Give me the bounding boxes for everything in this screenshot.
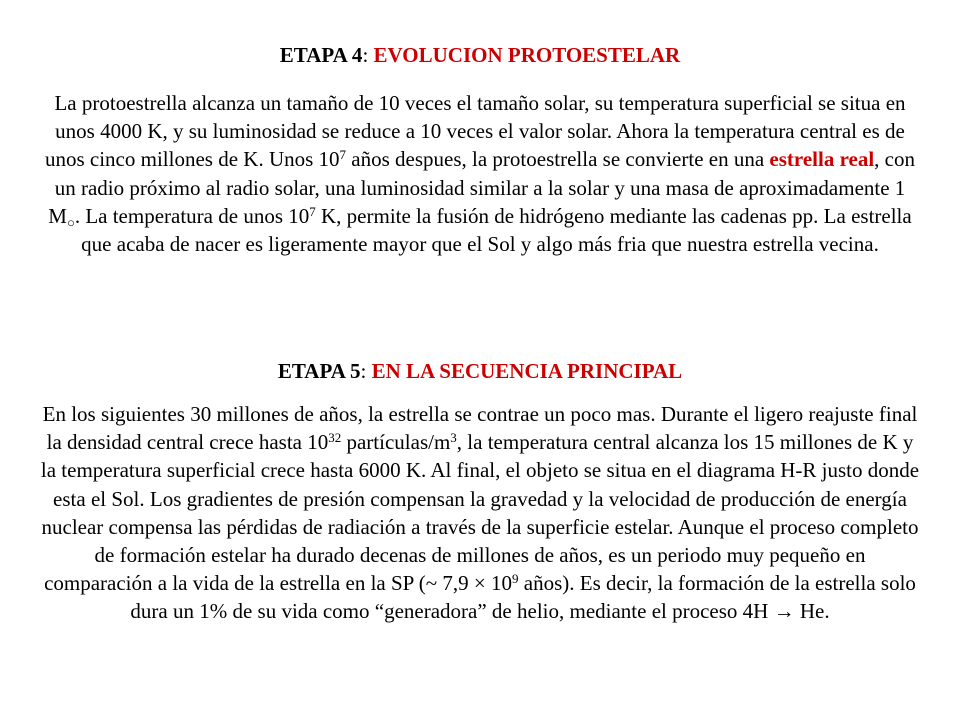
stage4-text-2: años despues, la protoestrella se convierte en una [346, 147, 770, 172]
stage4-heading [40, 42, 920, 68]
stage5-text-3: , la temperatura central alcanza los 15 millones de K y la temperatura superficial crece hasta 6000 K. Al final, el objeto se situa en el diagrama H-R justo donde esta el Sol. Los gradientes de presión compensan la gravedad y la velocidad de producción de energía nuclear compensa las pérdidas de radiación a través de la superficie estelar. Aunque el proceso completo de formación estelar ha durado decenas de millones de años, es un periodo muy pequeño en comparación a la vida de la estrella en la SP (~ 7,9 × 10 [40, 430, 920, 596]
stage5-section [40, 358, 920, 626]
stage4-text-3: , con un radio próximo al radio solar, una luminosidad similar a la solar y una masa de aproximadamente 1 M [48, 147, 915, 228]
stage4-separator: : [362, 43, 369, 67]
stage5-separator: : [360, 359, 367, 383]
stage4-text-4: . La temperatura de unos 10 [74, 203, 310, 228]
stage5-text-1: En los siguientes 30 millones de años, la estrella se contrae un poco mas. Durante el ligero reajuste final la densidad central crece hasta 10 [42, 402, 918, 455]
stage5-label: ETAPA 5 [277, 359, 361, 383]
stage5-paragraph [40, 400, 920, 626]
stage5-exponent-3: 9 [512, 571, 519, 587]
stage4-section [40, 42, 920, 258]
stage4-exponent-1: 7 [339, 147, 347, 163]
stage4-paragraph [40, 89, 920, 258]
stage4-highlight: estrella real [769, 147, 875, 172]
stage4-label: ETAPA 4 [279, 43, 363, 67]
solar-mass-symbol: ○ [66, 214, 75, 230]
stage4-text-1: La protoestrella alcanza un tamaño de 10 veces el tamaño solar, su temperatura superficial se situa en unos 4000 K, y su luminosidad se reduce a 10 veces el valor solar. Ahora la temperatura central es de unos cinco millones de K. Unos 10 [44, 91, 906, 172]
stage5-text-4: años). Es decir, la formación de la estrella solo dura un 1% de su vida como “generadora” de helio, mediante el proceso 4H → He. [130, 571, 916, 624]
stage5-exponent-1: 32 [328, 430, 342, 446]
stage5-heading [40, 358, 920, 384]
stage5-exponent-2: 3 [450, 430, 457, 446]
stage5-title: EN LA SECUENCIA PRINCIPAL [371, 359, 683, 383]
stage4-title: EVOLUCION PROTOESTELAR [373, 43, 681, 67]
stage4-text-5: K, permite la fusión de hidrógeno mediante las cadenas pp. La estrella que acaba de nacer es ligeramente mayor que el Sol y algo más fria que nuestra estrella vecina. [81, 203, 912, 257]
stage5-text-2: partículas/m [341, 430, 451, 455]
stage4-exponent-2: 7 [309, 203, 316, 219]
